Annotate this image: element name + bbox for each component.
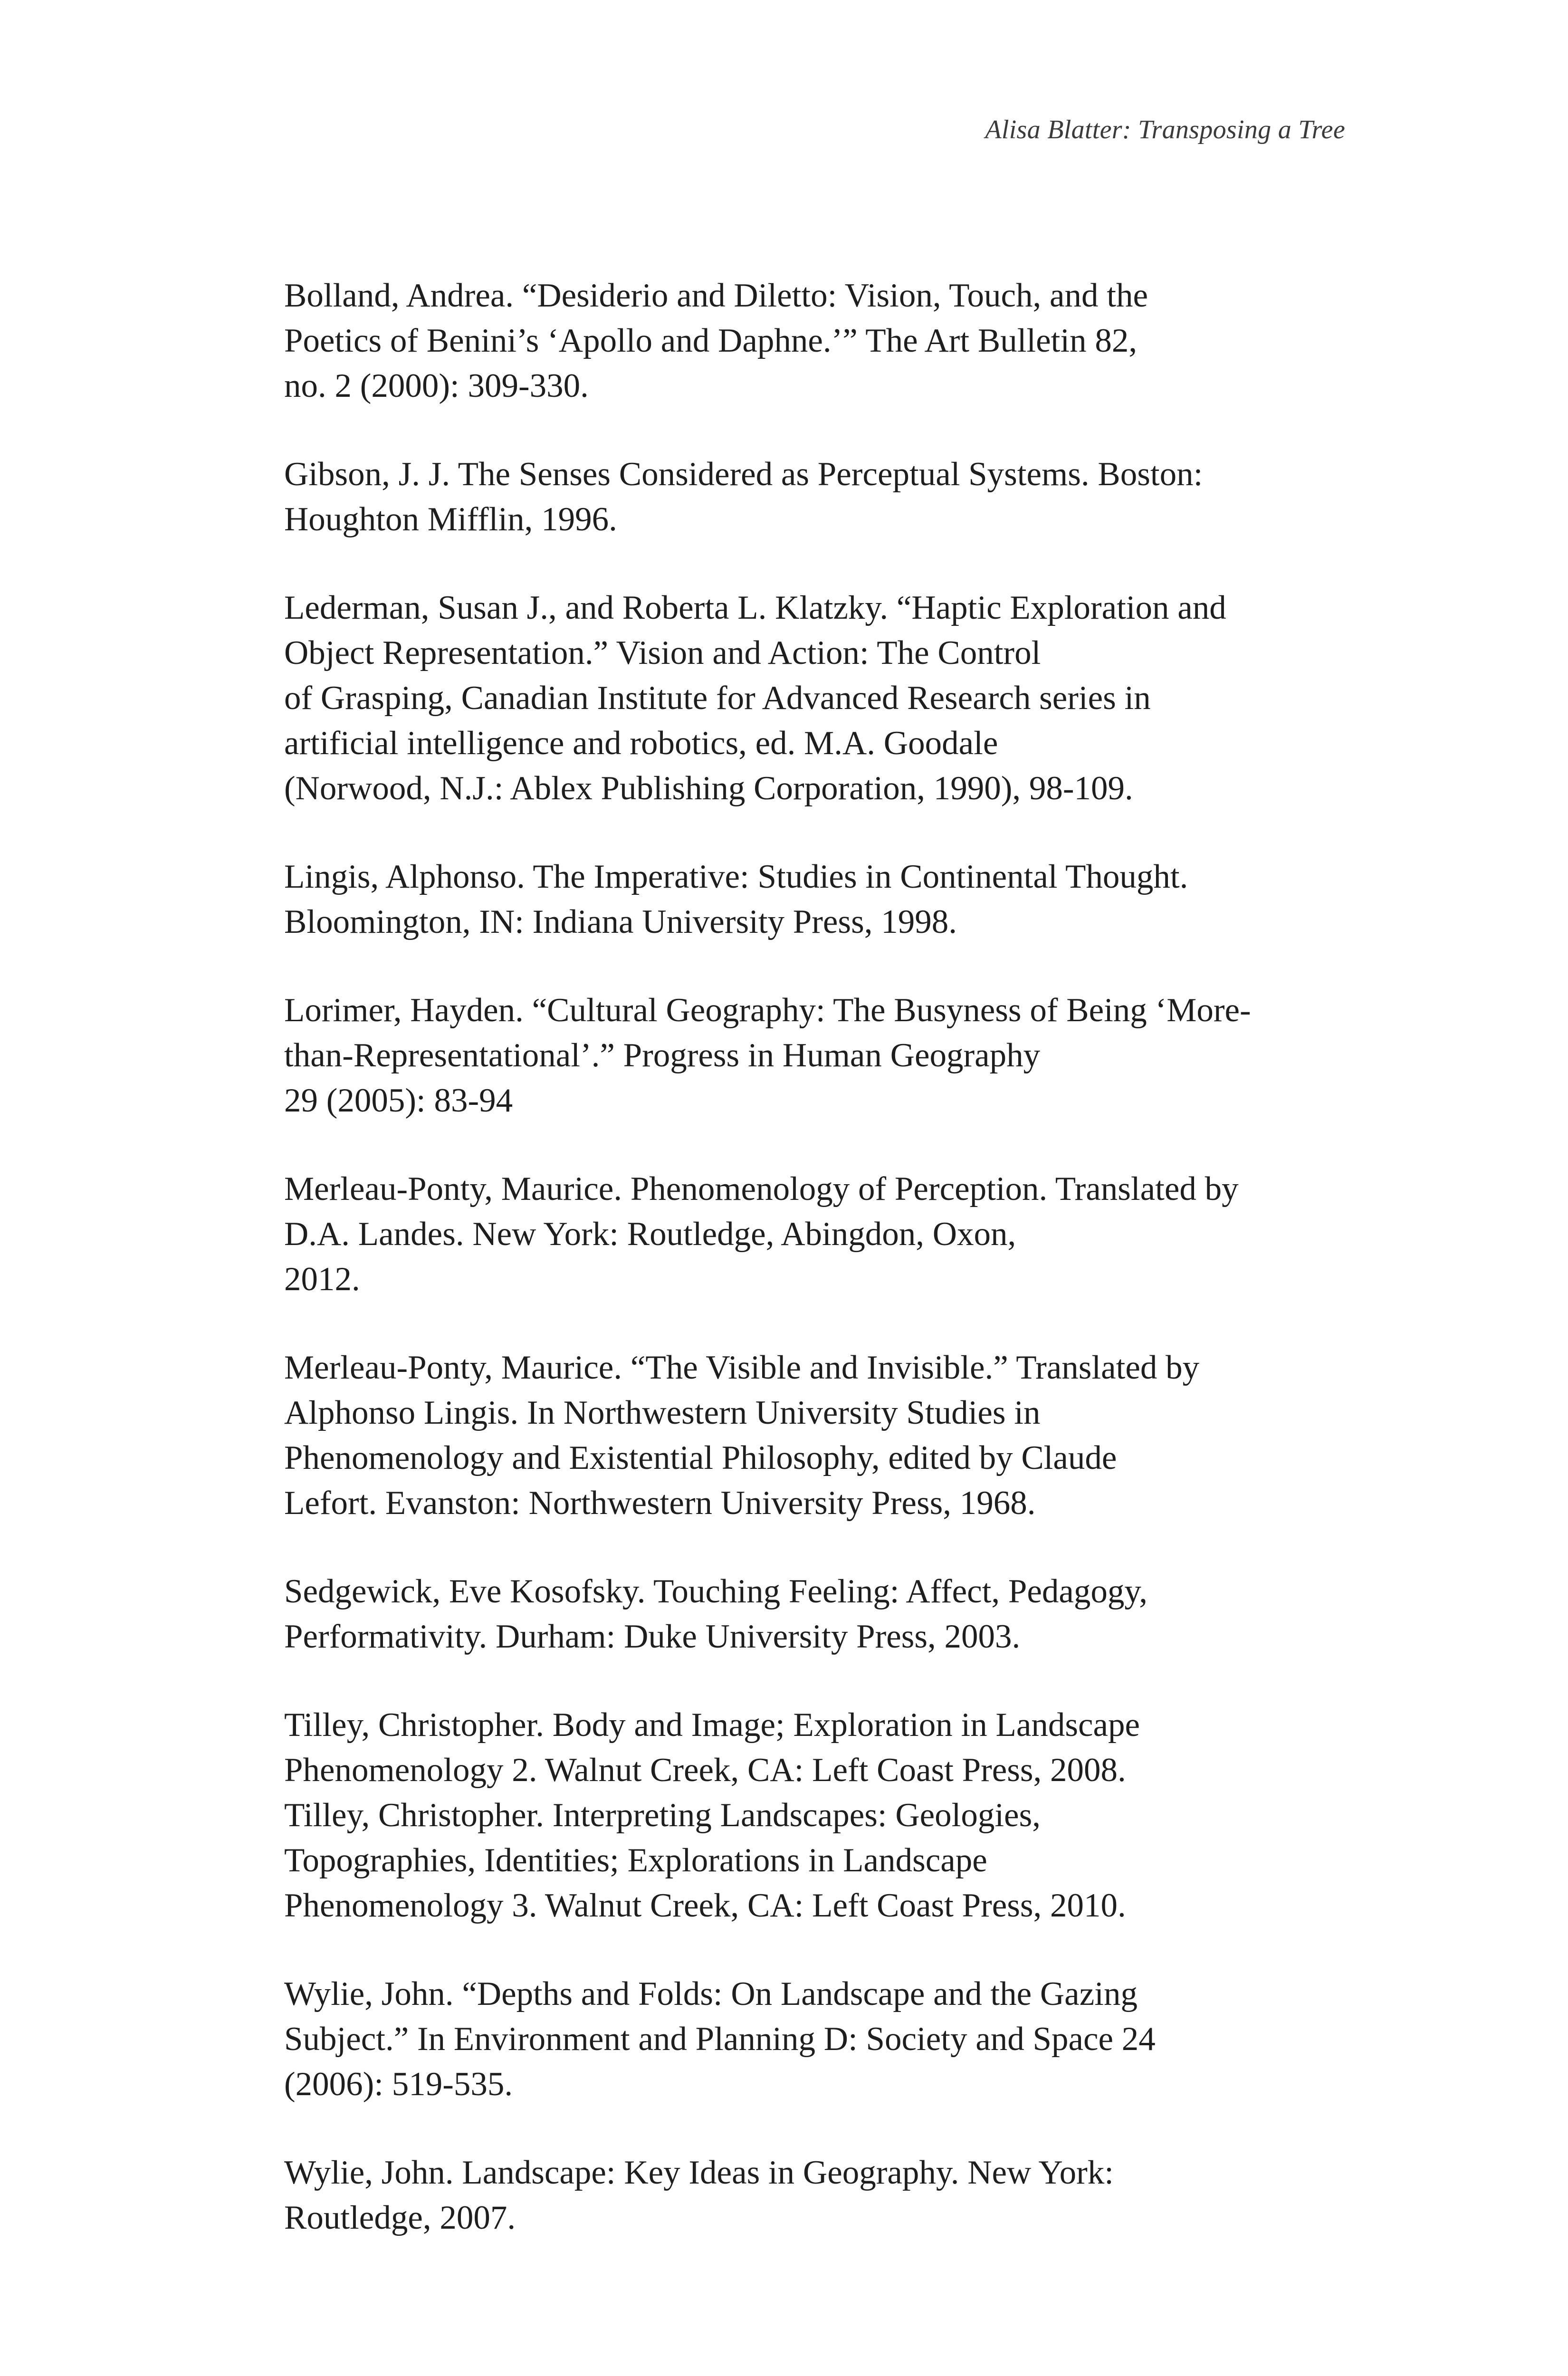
bibliography-list bbox=[284, 273, 1358, 2284]
entry-line: no. 2 (2000): 309-330. bbox=[284, 367, 589, 404]
entry-line: 2012. bbox=[284, 1261, 360, 1298]
bibliography-entry bbox=[284, 452, 1358, 542]
entry-line: Tilley, Christopher. Interpreting Landscapes: Geologies, bbox=[284, 1797, 1041, 1834]
bibliography-entry bbox=[284, 585, 1358, 811]
entry-line: Houghton Mifflin, 1996. bbox=[284, 501, 617, 538]
bibliography-entry bbox=[284, 1703, 1358, 1928]
bibliography-entry bbox=[284, 273, 1358, 409]
entry-line: Bolland, Andrea. “Desiderio and Diletto: Vision, Touch, and the bbox=[284, 277, 1148, 314]
entry-line: Bloomington, IN: Indiana University Press, 1998. bbox=[284, 903, 957, 940]
entry-line: Routledge, 2007. bbox=[284, 2199, 516, 2236]
entry-line: Poetics of Benini’s ‘Apollo and Daphne.’” The Art Bulletin 82, bbox=[284, 322, 1138, 359]
bibliography-entry bbox=[284, 1972, 1358, 2107]
entry-line: D.A. Landes. New York: Routledge, Abingdon, Oxon, bbox=[284, 1216, 1016, 1253]
entry-line: (2006): 519-535. bbox=[284, 2066, 513, 2103]
entry-line: Lorimer, Hayden. “Cultural Geography: The Busyness of Being ‘More- bbox=[284, 992, 1251, 1029]
entry-line: Tilley, Christopher. Body and Image; Exploration in Landscape bbox=[284, 1706, 1140, 1744]
bibliography-entry bbox=[284, 854, 1358, 945]
bibliography-entry bbox=[284, 1167, 1358, 1302]
bibliography-entry bbox=[284, 1345, 1358, 1526]
bibliography-entry bbox=[284, 1569, 1358, 1659]
entry-line: Topographies, Identities; Explorations in Landscape bbox=[284, 1842, 987, 1879]
entry-line: than-Representational’.” Progress in Human Geography bbox=[284, 1037, 1041, 1074]
entry-line: Lefort. Evanston: Northwestern University Press, 1968. bbox=[284, 1485, 1036, 1522]
entry-line: of Grasping, Canadian Institute for Advanced Research series in bbox=[284, 680, 1151, 717]
entry-line: Performativity. Durham: Duke University Press, 2003. bbox=[284, 1618, 1021, 1655]
entry-line: Wylie, John. “Depths and Folds: On Landscape and the Gazing bbox=[284, 1975, 1138, 2012]
entry-line: Sedgewick, Eve Kosofsky. Touching Feeling: Affect, Pedagogy, bbox=[284, 1573, 1148, 1610]
entry-line: Phenomenology 3. Walnut Creek, CA: Left Coast Press, 2010. bbox=[284, 1887, 1126, 1924]
entry-line: Lederman, Susan J., and Roberta L. Klatzky. “Haptic Exploration and bbox=[284, 589, 1226, 626]
entry-line: Phenomenology 2. Walnut Creek, CA: Left Coast Press, 2008. bbox=[284, 1752, 1126, 1789]
entry-line: artificial intelligence and robotics, ed. M.A. Goodale bbox=[284, 725, 998, 762]
entry-line: Merleau-Ponty, Maurice. Phenomenology of Perception. Translated by bbox=[284, 1170, 1239, 1207]
entry-line: Lingis, Alphonso. The Imperative: Studies in Continental Thought. bbox=[284, 858, 1188, 895]
entry-line: Alphonso Lingis. In Northwestern University Studies in bbox=[284, 1394, 1041, 1431]
entry-line: Phenomenology and Existential Philosophy, edited by Claude bbox=[284, 1439, 1117, 1476]
entry-line: (Norwood, N.J.: Ablex Publishing Corporation, 1990), 98-109. bbox=[284, 770, 1133, 807]
running-header-title: Alisa Blatter: Transposing a Tree bbox=[985, 115, 1345, 144]
entry-line: Gibson, J. J. The Senses Considered as Perceptual Systems. Boston: bbox=[284, 456, 1203, 493]
entry-line: Object Representation.” Vision and Action: The Control bbox=[284, 634, 1041, 671]
entry-line: 29 (2005): 83-94 bbox=[284, 1082, 513, 1119]
entry-line: Wylie, John. Landscape: Key Ideas in Geography. New York: bbox=[284, 2154, 1114, 2191]
entry-line: Subject.” In Environment and Planning D: Society and Space 24 bbox=[284, 2021, 1156, 2058]
bibliography-entry bbox=[284, 988, 1358, 1123]
entry-line: Merleau-Ponty, Maurice. “The Visible and Invisible.” Translated by bbox=[284, 1349, 1200, 1386]
bibliography-entry bbox=[284, 2150, 1358, 2241]
